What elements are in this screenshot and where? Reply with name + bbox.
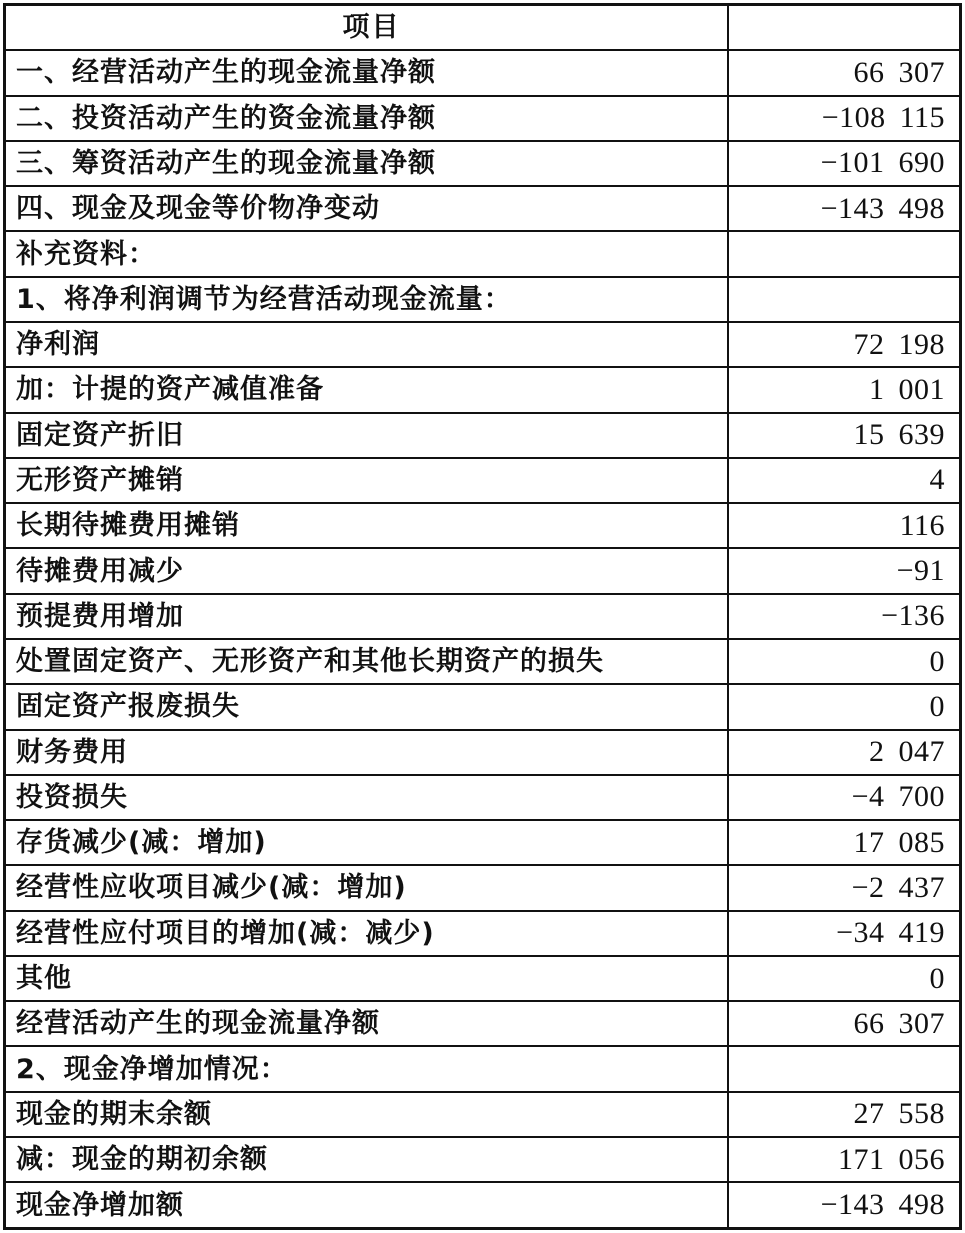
- row-value: 27 558: [728, 1092, 959, 1137]
- row-value: −108 115: [728, 96, 959, 141]
- table-row: [6, 50, 959, 95]
- row-value: 2 047: [728, 730, 959, 775]
- row-item-label: 无形资产摊销: [6, 458, 728, 503]
- row-value: −4 700: [728, 775, 959, 820]
- row-item-label: 经营性应付项目的增加(减：减少): [6, 911, 728, 956]
- table-row: [6, 956, 959, 1001]
- table-row: [6, 594, 959, 639]
- cash-flow-table: [6, 6, 959, 1227]
- row-value: 0: [728, 639, 959, 684]
- row-value: [728, 231, 959, 276]
- row-item-label: 预提费用增加: [6, 594, 728, 639]
- row-item-label: 经营活动产生的现金流量净额: [6, 1001, 728, 1046]
- row-item-label: 存货减少(减：增加): [6, 820, 728, 865]
- row-value: [728, 1046, 959, 1091]
- table-row: [6, 865, 959, 910]
- table-row: [6, 277, 959, 322]
- table-row: [6, 639, 959, 684]
- table-row: [6, 141, 959, 186]
- row-item-label: 经营性应收项目减少(减：增加): [6, 865, 728, 910]
- row-value: 0: [728, 956, 959, 1001]
- table-row: [6, 1137, 959, 1182]
- row-item-label: 加：计提的资产减值准备: [6, 367, 728, 412]
- row-item-label: 其他: [6, 956, 728, 1001]
- table-row: [6, 820, 959, 865]
- table-row: [6, 548, 959, 593]
- row-value: −34 419: [728, 911, 959, 956]
- row-value: 0: [728, 684, 959, 729]
- row-value: −136: [728, 594, 959, 639]
- table-row: [6, 775, 959, 820]
- row-value: 116: [728, 503, 959, 548]
- row-value: 1 001: [728, 367, 959, 412]
- row-value: 66 307: [728, 50, 959, 95]
- table-row: [6, 911, 959, 956]
- row-item-label: 现金净增加额: [6, 1182, 728, 1227]
- table-row: [6, 1046, 959, 1091]
- table-row: [6, 96, 959, 141]
- row-item-label: 长期待摊费用摊销: [6, 503, 728, 548]
- table-row: [6, 186, 959, 231]
- row-item-label: 二、投资活动产生的资金流量净额: [6, 96, 728, 141]
- table-row: [6, 231, 959, 276]
- table-row: [6, 1182, 959, 1227]
- row-item-label: 1、将净利润调节为经营活动现金流量：: [6, 277, 728, 322]
- row-item-label: 四、现金及现金等价物净变动: [6, 186, 728, 231]
- row-item-label: 处置固定资产、无形资产和其他长期资产的损失: [6, 639, 728, 684]
- table-row: [6, 684, 959, 729]
- row-value: [728, 277, 959, 322]
- row-item-label: 净利润: [6, 322, 728, 367]
- row-value: 66 307: [728, 1001, 959, 1046]
- row-item-label: 减：现金的期初余额: [6, 1137, 728, 1182]
- table-header-row: [6, 6, 959, 50]
- row-item-label: 三、筹资活动产生的现金流量净额: [6, 141, 728, 186]
- row-item-label: 财务费用: [6, 730, 728, 775]
- table-row: [6, 1001, 959, 1046]
- column-header-value: [728, 6, 959, 50]
- table-row: [6, 730, 959, 775]
- row-item-label: 2、现金净增加情况：: [6, 1046, 728, 1091]
- row-item-label: 一、经营活动产生的现金流量净额: [6, 50, 728, 95]
- table-row: [6, 458, 959, 503]
- row-value: 15 639: [728, 413, 959, 458]
- table-row: [6, 367, 959, 412]
- row-item-label: 待摊费用减少: [6, 548, 728, 593]
- row-item-label: 现金的期末余额: [6, 1092, 728, 1137]
- row-value: 171 056: [728, 1137, 959, 1182]
- column-header-item: 项目: [6, 6, 728, 50]
- row-item-label: 补充资料：: [6, 231, 728, 276]
- row-value: −143 498: [728, 1182, 959, 1227]
- row-value: 72 198: [728, 322, 959, 367]
- row-item-label: 固定资产折旧: [6, 413, 728, 458]
- row-value: −2 437: [728, 865, 959, 910]
- row-value: 17 085: [728, 820, 959, 865]
- table-row: [6, 322, 959, 367]
- row-item-label: 固定资产报废损失: [6, 684, 728, 729]
- row-value: −143 498: [728, 186, 959, 231]
- row-value: 4: [728, 458, 959, 503]
- row-value: −91: [728, 548, 959, 593]
- cash-flow-table-body: [6, 6, 959, 1227]
- table-row: [6, 503, 959, 548]
- cash-flow-table-frame: [3, 3, 962, 1230]
- row-value: −101 690: [728, 141, 959, 186]
- table-row: [6, 413, 959, 458]
- table-row: [6, 1092, 959, 1137]
- row-item-label: 投资损失: [6, 775, 728, 820]
